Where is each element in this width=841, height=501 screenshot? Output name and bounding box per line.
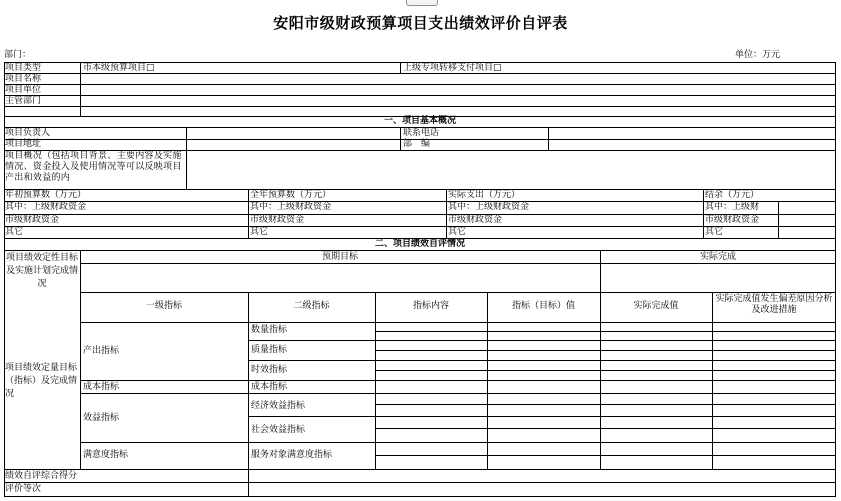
other-2: 其它 [250, 227, 269, 237]
balance: 结余（万元） [705, 190, 760, 200]
budget-year-start: 年初预算数（万元） [5, 190, 87, 200]
section1-title: 一、项目基本概况 [383, 116, 456, 126]
unit-label: 单位：万元 [735, 50, 781, 60]
city-funds-1: 市级财政资金 [5, 215, 60, 225]
service-satisfaction-indicator: 服务对象满意度指标 [251, 450, 333, 460]
benefit-indicator: 效益指标 [83, 413, 120, 423]
page-title: 安阳市级财政预算项目支出绩效评价自评表 [273, 14, 568, 32]
city-funds-4: 市级财政资金 [705, 215, 760, 225]
other-3: 其它 [448, 227, 467, 237]
budget-full-year: 全年预算数（万元） [250, 190, 332, 200]
satisfaction-indicator: 满意度指标 [83, 450, 129, 460]
actual-done-header: 实际完成 [699, 252, 736, 262]
actual-spend: 实际支出（万元） [448, 190, 521, 200]
expected-goal-header: 预期目标 [321, 252, 358, 262]
col-actual: 实际完成值 [633, 301, 679, 311]
social-indicator: 社会效益指标 [251, 425, 306, 435]
other-4: 其它 [705, 227, 724, 237]
project-name-label: 项目名称 [5, 74, 42, 84]
city-project-checkbox[interactable]: 市本级预算项目□ [83, 63, 155, 73]
upper-funds-1: 其中：上级财政资金 [5, 202, 87, 212]
col-target: 指标（目标）值 [511, 301, 575, 311]
output-indicator: 产出指标 [83, 346, 120, 356]
transfer-project-checkbox[interactable]: 上级专项转移支付项目□ [403, 63, 502, 73]
quality-indicator: 质量指标 [251, 345, 288, 355]
upper-funds-3: 其中：上级财政资金 [448, 202, 530, 212]
col-analysis: 实际完成值发生偏差原因分析及改进措施 [715, 294, 833, 315]
col-level1: 一级指标 [145, 301, 182, 311]
grade-label: 评价等次 [5, 484, 42, 494]
phone-label: 联系电话 [403, 128, 440, 138]
scroll-tab[interactable] [406, 0, 438, 6]
timeliness-indicator: 时效指标 [251, 365, 288, 375]
upper-funds-4: 其中：上级财 [705, 202, 760, 212]
other-1: 其它 [5, 227, 24, 237]
postcode-label: 部 编 [403, 139, 431, 149]
project-unit-label: 项目单位 [5, 85, 42, 95]
supervisor-label: 主管部门 [5, 96, 42, 106]
col-level2: 二级指标 [293, 301, 330, 311]
side-label: 项目绩效定量目标（指标）及完成情况 [5, 363, 78, 399]
upper-funds-2: 其中：上级财政资金 [250, 202, 332, 212]
cost-indicator-2: 成本指标 [251, 382, 288, 392]
section2-title: 二、项目绩效自评情况 [374, 239, 465, 249]
city-funds-2: 市级财政资金 [250, 215, 305, 225]
city-funds-3: 市级财政资金 [448, 215, 503, 225]
cost-indicator: 成本指标 [83, 382, 120, 392]
goal-label: 项目绩效定性目标及实施计划完成情况 [5, 253, 78, 289]
score-label: 绩效自评综合得分 [5, 471, 78, 481]
col-content: 指标内容 [412, 301, 449, 311]
overview-label: 项目概况（包括项目背景、主要内容及实施情况、资金投入及使用情况等可以反映项目产出和效益的内 [5, 151, 182, 183]
quantity-indicator: 数量指标 [251, 325, 288, 335]
leader-label: 项目负责人 [5, 128, 51, 138]
dept-label: 部门： [4, 50, 32, 60]
project-type-label: 项目类型 [5, 63, 42, 73]
economic-indicator: 经济效益指标 [251, 401, 306, 411]
address-label: 项目地址 [5, 139, 42, 149]
